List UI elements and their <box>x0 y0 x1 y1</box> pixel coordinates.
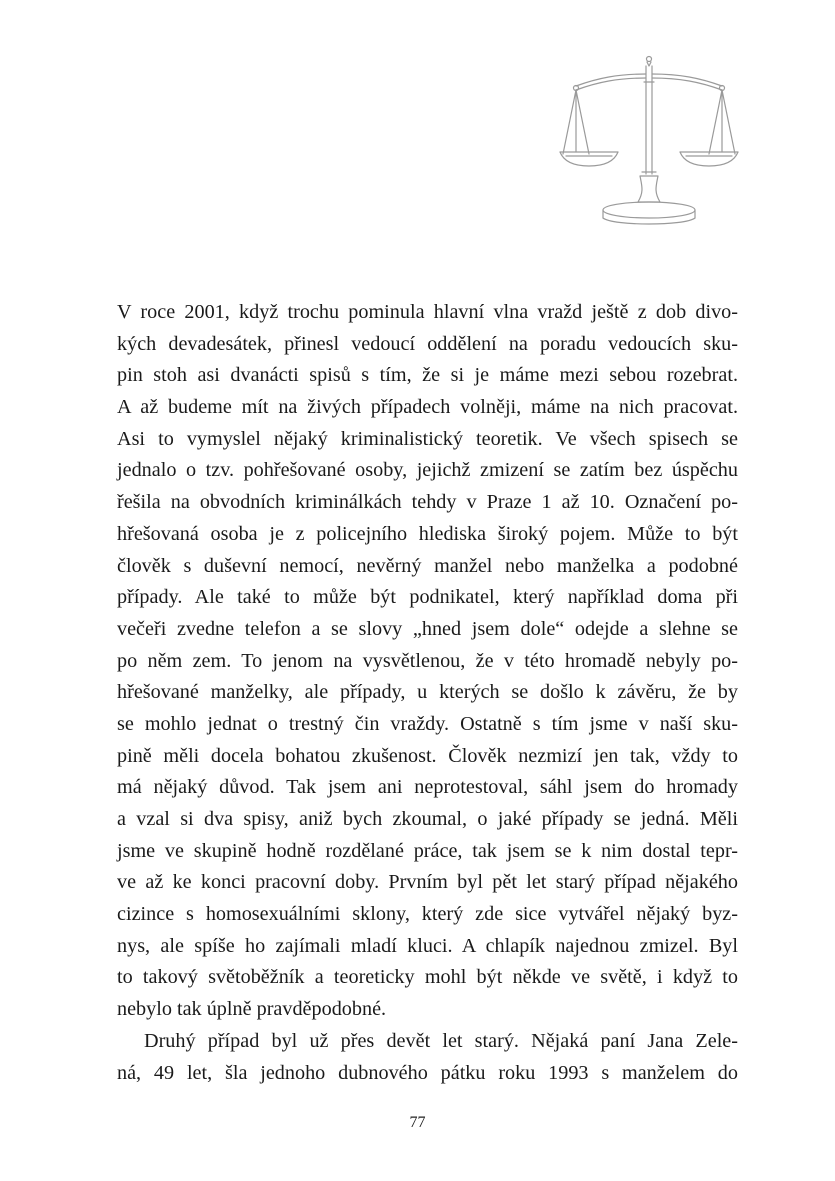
text-line: pin stoh asi dvanácti spisů s tím, že si je máme mezi sebou rozebrat. <box>117 364 738 387</box>
text-line: řešila na obvodních kriminálkách tehdy v Praze 1 až 10. Označení po- <box>117 491 738 514</box>
text-line: A až budeme mít na živých případech volněji, máme na nich pracovat. <box>117 396 738 419</box>
text-line: jsme ve skupině hodně rozdělané práce, tak jsem se k nim dostal tepr- <box>117 839 738 862</box>
text-line: kých devadesátek, přinesl vedoucí oddělení na poradu vedoucích sku- <box>117 332 738 355</box>
scales-of-justice-icon <box>558 52 740 232</box>
text-line: po něm zem. To jenom na vysvětlenou, že v této hromadě nebyly po- <box>117 649 738 672</box>
text-line: jednalo o tzv. pohřešované osoby, jejichž zmizení se zatím bez úspěchu <box>117 459 738 482</box>
text-line: to takový světoběžník a teoreticky mohl být někde ve světě, i když to <box>117 966 738 989</box>
text-line: a vzal si dva spisy, aniž bych zkoumal, o jaké případy se jedná. Měli <box>117 808 738 830</box>
text-line: hřešovaná osoba je z policejního hlediska široký pojem. Může to být <box>117 522 738 545</box>
text-line: nebylo tak úplně pravděpodobné. <box>117 998 387 1021</box>
text-line: večeři zvedne telefon a se slovy „hned jsem dole“ odejde a slehne se <box>117 617 738 640</box>
text-line: případy. Ale také to může být podnikatel, který například doma při <box>117 586 738 609</box>
text-line: Druhý případ byl už přes devět let starý. Nějaká paní Jana Zele- <box>144 1029 738 1052</box>
text-line: Asi to vymyslel nějaký kriminalistický teoretik. Ve všech spisech se <box>117 427 738 450</box>
body-text <box>117 297 738 1089</box>
text-line: ná, 49 let, šla jednoho dubnového pátku roku 1993 s manželem do <box>117 1061 738 1084</box>
text-line: má nějaký důvod. Tak jsem ani neprotestoval, sáhl jsem do hromady <box>117 776 738 799</box>
text-line: V roce 2001, když trochu pominula hlavní vlna vražd ještě z dob divo- <box>117 301 738 323</box>
text-line: pině měli docela bohatou zkušenost. Člověk nezmizí jen tak, vždy to <box>117 744 738 767</box>
text-line: člověk s duševní nemocí, nevěrný manžel nebo manželka a podobné <box>117 554 738 577</box>
text-line: hřešované manželky, ale případy, u kterých se došlo k závěru, že by <box>117 681 738 704</box>
page-number: 77 <box>409 1114 426 1131</box>
text-line: ve až ke konci pracovní doby. Prvním byl pět let starý případ nějakého <box>117 871 738 894</box>
text-line: se mohlo jednat o trestný čin vraždy. Ostatně s tím jsme v naší sku- <box>117 712 738 735</box>
text-line: cizince s homosexuálními sklony, který zde sice vytvářel nějaký byz- <box>117 903 738 926</box>
text-line: nys, ale spíše ho zajímali mladí kluci. A chlapík najednou zmizel. Byl <box>117 934 738 957</box>
